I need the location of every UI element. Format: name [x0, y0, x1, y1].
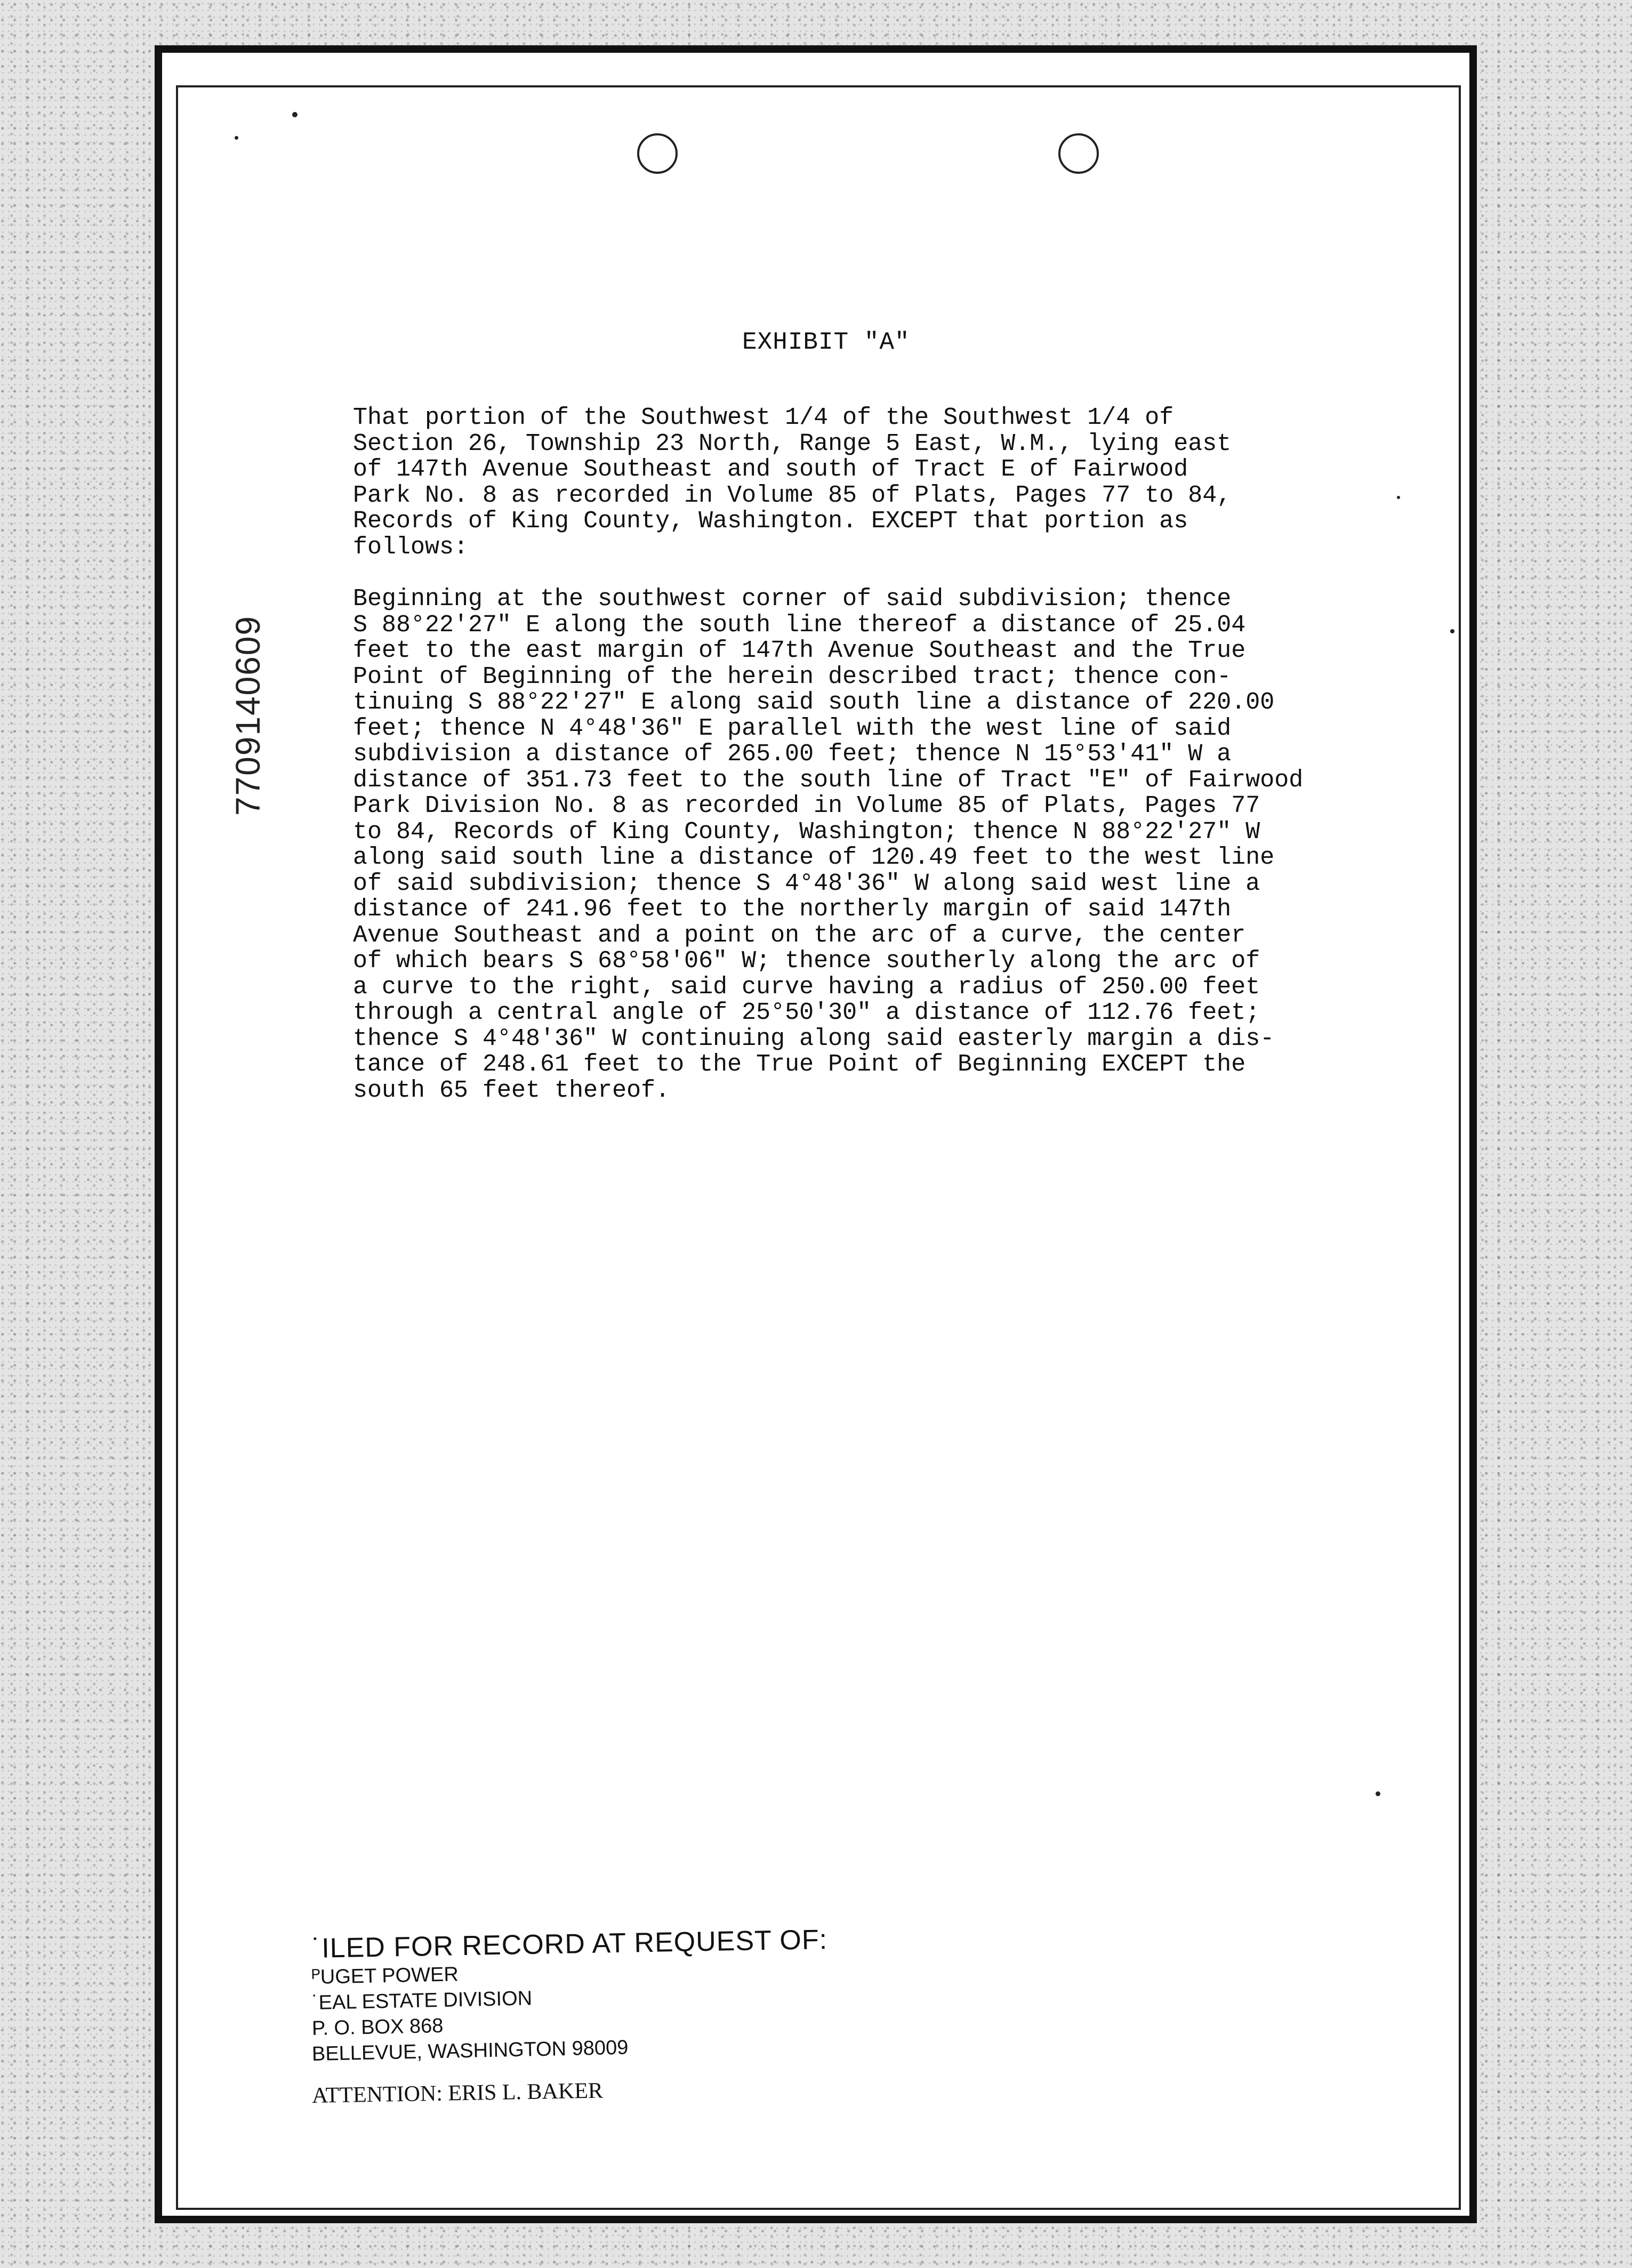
text-line: follows: [353, 533, 469, 561]
text-line: Point of Beginning of the herein described tract; thence con- [353, 663, 1232, 690]
text-line: a curve to the right, said curve having a radius of 250.00 feet [353, 973, 1260, 1001]
text-line: distance of 351.73 feet to the south line of Tract "E" of Fairwood [353, 766, 1304, 794]
stamp-attention: ATTENTION: ERIS L. BAKER [311, 2078, 604, 2108]
legal-description-intro [353, 405, 1393, 560]
recording-number: 7709140609 [229, 615, 267, 816]
text-line: Section 26, Township 23 North, Range 5 East, W.M., lying east [353, 430, 1232, 457]
text-line: south 65 feet thereof. [353, 1076, 670, 1104]
text-line: of said subdivision; thence S 4°48'36" W along said west line a [353, 870, 1260, 897]
text-line: S 88°22'27" E along the south line thereof a distance of 25.04 [353, 611, 1246, 639]
stamp-division: ˙EAL ESTATE DIVISION [311, 1987, 533, 2014]
punch-hole-left [637, 133, 678, 174]
scan-speck [1376, 1791, 1380, 1796]
text-line: Beginning at the southwest corner of said subdivision; thence [353, 585, 1232, 613]
text-line: feet; thence N 4°48'36" E parallel with the west line of said [353, 714, 1232, 742]
stamp-city: BELLEVUE, WASHINGTON 98009 [311, 2036, 629, 2065]
text-line: Park Division No. 8 as recorded in Volume 85 of Plats, Pages 77 [353, 792, 1260, 819]
text-line: along said south line a distance of 120.49 feet to the west line [353, 844, 1275, 871]
text-line: Records of King County, Washington. EXCEPT that portion as [353, 508, 1188, 535]
text-line: subdivision a distance of 265.00 feet; thence N 15°53'41" W a [353, 741, 1232, 768]
text-line: distance of 241.96 feet to the northerly margin of said 147th [353, 896, 1232, 923]
stamp-header: ˙ILED FOR RECORD AT REQUEST OF: [311, 1924, 828, 1964]
scan-speck [235, 136, 238, 140]
exhibit-title: EXHIBIT "A" [742, 328, 910, 356]
stamp-po-box: P. O. BOX 868 [311, 2014, 444, 2040]
text-line: of which bears S 68°58'06" W; thence southerly along the arc of [353, 947, 1260, 975]
text-line: Avenue Southeast and a point on the arc of a curve, the center [353, 921, 1246, 949]
text-line: thence S 4°48'36" W continuing along said easterly margin a dis- [353, 1025, 1275, 1052]
scan-speck [292, 112, 298, 117]
legal-description-metes-bounds [353, 586, 1393, 1104]
text-line: of 147th Avenue Southeast and south of Tract E of Fairwood [353, 456, 1188, 483]
text-line: to 84, Records of King County, Washington; thence N 88°22'27" W [353, 818, 1260, 846]
scan-speck [1450, 629, 1454, 633]
text-line: tinuing S 88°22'27" E along said south line a distance of 220.00 [353, 689, 1275, 716]
filing-stamp [311, 1924, 828, 2109]
scan-speck [1397, 496, 1400, 499]
text-line: Park No. 8 as recorded in Volume 85 of Plats, Pages 77 to 84, [353, 481, 1232, 509]
punch-hole-right [1058, 133, 1099, 174]
stamp-company: ᴾUGET POWER [311, 1963, 459, 1989]
text-line: through a central angle of 25°50'30" a distance of 112.76 feet; [353, 999, 1260, 1026]
text-line: That portion of the Southwest 1/4 of the Southwest 1/4 of [353, 404, 1174, 431]
text-line: tance of 248.61 feet to the True Point of Beginning EXCEPT the [353, 1051, 1246, 1078]
text-line: feet to the east margin of 147th Avenue Southeast and the True [353, 637, 1246, 664]
